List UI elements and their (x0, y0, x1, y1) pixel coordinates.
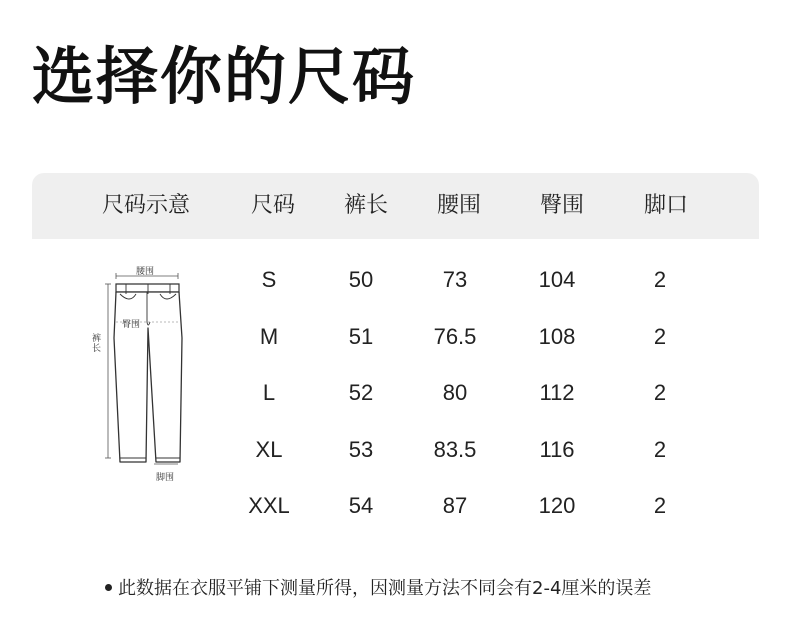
diagram-label-hem: 脚围 (156, 473, 175, 483)
diagram-label-length: 裤长 (92, 334, 102, 354)
cell-size: XL (255, 437, 283, 462)
diagram-label-hip: 臀围 (122, 320, 141, 330)
bullet-icon (105, 584, 112, 591)
page-title: 选择你的尺码 (32, 40, 417, 113)
header-size: 尺码 (250, 193, 296, 218)
cell-waist: 83.5 (433, 437, 477, 462)
cell-hem: 2 (653, 493, 667, 518)
header-hip: 臀围 (539, 193, 585, 218)
note-text: 此数据在衣服平铺下测量所得，因测量方法不同会有2-4厘米的误差 (118, 578, 652, 599)
cell-length: 53 (348, 437, 374, 462)
cell-size: S (261, 267, 277, 292)
cell-waist: 80 (442, 380, 468, 405)
table-row (0, 486, 790, 526)
cell-length: 51 (348, 324, 374, 349)
header-diagram: 尺码示意 (101, 193, 191, 218)
header-waist: 腰围 (436, 193, 482, 218)
table-header (32, 173, 759, 239)
header-length: 裤长 (343, 193, 389, 218)
cell-hem: 2 (653, 267, 667, 292)
cell-hip: 108 (538, 324, 576, 349)
cell-length: 54 (348, 493, 374, 518)
cell-hip: 112 (539, 380, 575, 405)
measurement-note (105, 574, 651, 600)
pants-size-diagram (90, 258, 210, 486)
cell-size: XXL (248, 493, 290, 518)
cell-length: 52 (348, 380, 374, 405)
diagram-label-waist: 腰围 (136, 267, 155, 277)
cell-hem: 2 (653, 324, 667, 349)
cell-size: L (262, 380, 276, 405)
cell-size: M (259, 324, 279, 349)
cell-hip: 120 (538, 493, 576, 518)
cell-hem: 2 (653, 437, 667, 462)
header-hem: 脚口 (643, 193, 689, 218)
cell-hip: 104 (538, 267, 576, 292)
cell-waist: 87 (442, 493, 468, 518)
cell-hip: 116 (539, 437, 575, 462)
cell-waist: 73 (442, 267, 468, 292)
cell-length: 50 (348, 267, 374, 292)
pants-illustration (90, 258, 210, 486)
cell-waist: 76.5 (433, 324, 477, 349)
cell-hem: 2 (653, 380, 667, 405)
